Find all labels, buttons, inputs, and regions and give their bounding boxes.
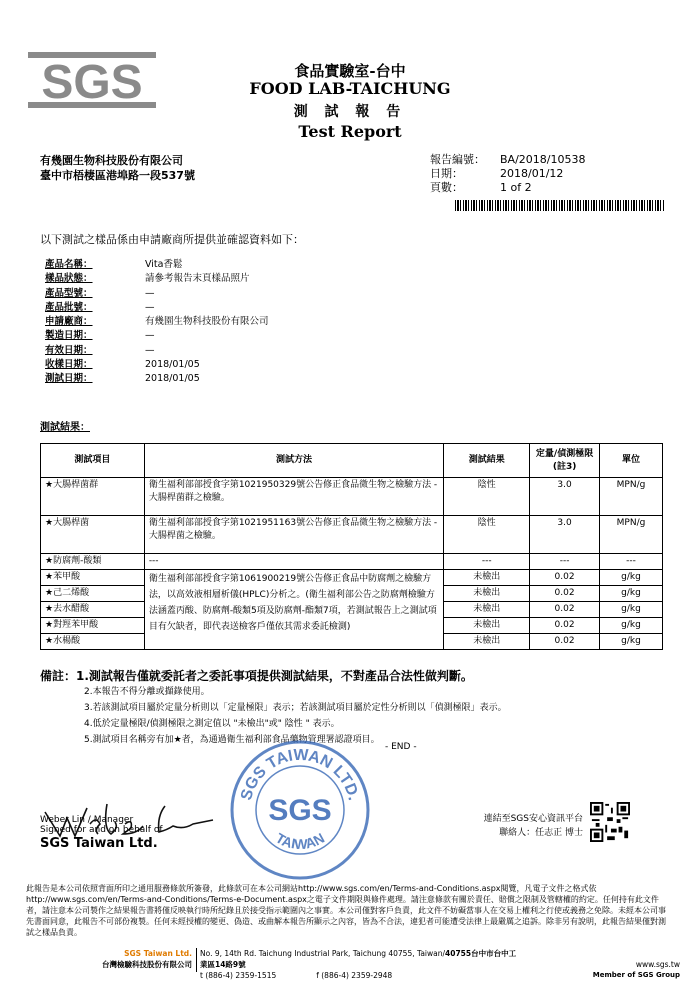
info-value: Vita香鬆 bbox=[145, 259, 183, 270]
cell-item: ★己二烯酸 bbox=[41, 586, 145, 602]
info-key: 產品批號： bbox=[45, 301, 93, 313]
footer-member: Member of SGS Group bbox=[592, 971, 680, 979]
cell-method: 衛生福利部部授食字第1021951163號公告修正食品微生物之檢驗方法 - 大腸桿菌之檢驗。 bbox=[144, 516, 443, 554]
footer-address-zh: 40755台中市台中工業區14路9號 bbox=[200, 949, 517, 969]
logo-text: SGS bbox=[41, 56, 143, 108]
table-row bbox=[41, 478, 663, 516]
info-key: 申請廠商： bbox=[45, 316, 93, 328]
cell-result: 未檢出 bbox=[444, 634, 530, 650]
cell-group-method: 衛生福利部部授食字第1061900219號公告修正食品中防腐劑之檢驗方法，以高效液相層析儀(HPLC)分析之。(衛生福利部公告之防腐劑檢驗方法涵蓋丙酸、防腐劑-酸類5項及防腐劑-酯類7項，若測試報告上之測試項目有欠缺者，即代表送檢客戶僅依其需求委託檢測) bbox=[144, 570, 443, 650]
info-key: 產品型號： bbox=[45, 287, 93, 299]
meta-key: 日期： bbox=[430, 167, 463, 180]
info-row bbox=[45, 301, 269, 315]
cell-item: ★大腸桿菌 bbox=[41, 516, 145, 554]
info-value: 2018/01/05 bbox=[145, 373, 200, 385]
col-header: 測試項目 bbox=[41, 444, 145, 478]
results-heading: 測試結果： bbox=[40, 422, 90, 433]
footer-separator bbox=[196, 948, 197, 972]
signatory bbox=[40, 815, 163, 853]
cell-unit: g/kg bbox=[600, 570, 663, 586]
stamp-center-text: SGS bbox=[268, 794, 332, 827]
report-title-en: Test Report bbox=[298, 122, 402, 141]
signatory-on-behalf: Signed for and on behalf of bbox=[40, 825, 163, 835]
footer-address-en: No. 9, 14th Rd. Taichung Industrial Park, Taichung 40755, Taiwan/ bbox=[200, 949, 446, 958]
notes bbox=[40, 668, 507, 748]
footer-address bbox=[200, 948, 520, 981]
footer-web[interactable]: www.sgs.tw bbox=[635, 960, 680, 969]
cell-item: ★大腸桿菌群 bbox=[41, 478, 145, 516]
meta-value: BA/2018/10538 bbox=[500, 153, 586, 166]
info-key: 有效日期： bbox=[45, 344, 93, 356]
info-value: 2018/01/05 bbox=[145, 359, 200, 371]
cell-limit: 3.0 bbox=[530, 516, 600, 554]
cell-limit: 0.02 bbox=[530, 586, 600, 602]
cell-limit: 0.02 bbox=[530, 602, 600, 618]
info-row bbox=[45, 329, 269, 343]
cell-limit: 0.02 bbox=[530, 570, 600, 586]
signatory-company: SGS Taiwan Ltd. bbox=[40, 836, 158, 851]
note-3: 3.若該測試項目屬於定量分析則以「定量極限」表示；若該測試項目屬於定性分析則以「偵測極限」表示。 bbox=[84, 703, 507, 713]
table-header-row bbox=[41, 444, 663, 478]
cell-item: ★水楊酸 bbox=[41, 634, 145, 650]
sgs-logo bbox=[28, 52, 156, 108]
info-key: 測試日期： bbox=[45, 373, 93, 385]
end-marker: - END - bbox=[385, 742, 417, 752]
info-key: 產品名稱： bbox=[45, 259, 93, 270]
lab-title-zh: 食品實驗室-台中 bbox=[294, 62, 406, 80]
meta-value: 1 of 2 bbox=[500, 181, 532, 194]
cell-result: 未檢出 bbox=[444, 586, 530, 602]
note-1 bbox=[40, 668, 507, 684]
info-value: 有幾園生物科技股份有限公司 bbox=[145, 316, 269, 328]
info-value: 請參考報告末頁樣品照片 bbox=[145, 273, 250, 285]
cell-method: 衛生福利部部授食字第1021950329號公告修正食品微生物之檢驗方法 - 大腸桿菌群之檢驗。 bbox=[144, 478, 443, 516]
stamp-top-text: SGS TAIWAN LTD. bbox=[238, 746, 362, 803]
client-address: 臺中市梧棲區港埠路一段537號 bbox=[40, 169, 195, 182]
col-header: 測試方法 bbox=[144, 444, 443, 478]
table-row bbox=[41, 554, 663, 570]
cell-limit: 3.0 bbox=[530, 478, 600, 516]
qr-line-1: 連結至SGS安心資訊平台 bbox=[483, 814, 583, 824]
client-name: 有幾園生物科技股份有限公司 bbox=[40, 154, 183, 167]
cell-limit: --- bbox=[530, 554, 600, 570]
meta-key: 頁數： bbox=[430, 181, 463, 194]
info-value: — bbox=[145, 287, 155, 299]
cell-result: 陰性 bbox=[444, 478, 530, 516]
disclaimer: 此報告是本公司依照背面所印之通用服務條款所簽發，此條款可在本公司網站http://www.sgs.com/en/Terms-and-Conditions.aspx閱覽，凡電子文件之格式依http://www.sgs.com/en/Terms-and-Conditions/Terms-e-Document.aspx之電子文件期限與條件處理。請注意條款有關於責任、賠償之限制及管轄權的約定。任何持有此文件者，請注意本公司製作之結果報告書將僅反映執行時所紀錄且於接受指示範圍內之事實。本公司僅對客戶負責，此文件不妨礙當事人在交易上權利之行使或義務之免除。未經本公司事先書面同意，此報告不可部份複製。任何未經授權的變更、偽造、或曲解本報告所顯示之內容，皆為不合法，違犯者可能遭受法律上最嚴厲之追訴。除非另有說明，此報告結果僅對測試之樣品負責。 bbox=[26, 884, 666, 937]
svg-text:TAIWAN bbox=[273, 830, 327, 852]
footer-company-en: SGS Taiwan Ltd. bbox=[124, 949, 192, 958]
cell-item: ★苯甲酸 bbox=[41, 570, 145, 586]
cell-result: --- bbox=[444, 554, 530, 570]
cell-result: 未檢出 bbox=[444, 618, 530, 634]
info-key: 樣品狀態： bbox=[45, 273, 93, 285]
cell-item: ★去水醋酸 bbox=[41, 602, 145, 618]
cell-limit: 0.02 bbox=[530, 618, 600, 634]
footer-company bbox=[72, 948, 192, 970]
cell-result: 陰性 bbox=[444, 516, 530, 554]
table-row bbox=[41, 516, 663, 554]
info-row bbox=[45, 258, 269, 272]
info-row bbox=[45, 372, 269, 386]
report-meta bbox=[430, 153, 585, 195]
cell-item: ★對羥苯甲酸 bbox=[41, 618, 145, 634]
footer-fax: f (886-4) 2359-2948 bbox=[316, 971, 393, 980]
info-row bbox=[45, 272, 269, 286]
qr-line-2: 聯絡人：任志正 博士 bbox=[499, 828, 583, 838]
signatory-name: Weber Lin / Manager bbox=[40, 815, 134, 825]
cell-unit: g/kg bbox=[600, 634, 663, 650]
meta-row-number bbox=[430, 153, 585, 167]
note-5: 5.測試項目名稱旁有加★者，為通過衛生福利部食品藥物管理署認證項目。 bbox=[84, 735, 380, 745]
footer-address-line bbox=[200, 948, 520, 970]
report-title-zh: 測 試 報 告 bbox=[293, 104, 407, 120]
info-value: — bbox=[145, 330, 155, 342]
note-2: 2.本報告不得分離或擷錄使用。 bbox=[84, 687, 210, 697]
footer-company-zh: 台灣檢驗科技股份有限公司 bbox=[102, 960, 192, 969]
info-key: 收樣日期： bbox=[45, 359, 93, 371]
meta-value: 2018/01/12 bbox=[500, 167, 564, 180]
cell-result: 未檢出 bbox=[444, 570, 530, 586]
qr-code[interactable] bbox=[590, 802, 630, 842]
cell-unit: MPN/g bbox=[600, 516, 663, 554]
col-header: 單位 bbox=[600, 444, 663, 478]
cell-unit: g/kg bbox=[600, 618, 663, 634]
info-row bbox=[45, 358, 269, 372]
col-header: 定量/偵測極限(註3) bbox=[530, 444, 600, 478]
info-value: — bbox=[145, 301, 155, 313]
info-row bbox=[45, 287, 269, 301]
footer-contact-line bbox=[200, 970, 520, 981]
info-key: 製造日期： bbox=[45, 330, 93, 342]
cell-unit: g/kg bbox=[600, 586, 663, 602]
meta-row-date bbox=[430, 167, 585, 181]
info-row bbox=[45, 344, 269, 358]
cell-limit: 0.02 bbox=[530, 634, 600, 650]
lab-title-en: FOOD LAB-TAICHUNG bbox=[249, 79, 451, 98]
barcode bbox=[455, 200, 665, 211]
cell-result: 未檢出 bbox=[444, 602, 530, 618]
note-4: 4.低於定量極限/偵測極限之測定值以 "未檢出"或" 陰性 " 表示。 bbox=[84, 719, 340, 729]
footer-tel: t (886-4) 2359-1515 bbox=[200, 971, 277, 980]
cell-method: --- bbox=[144, 554, 443, 570]
meta-key: 報告編號： bbox=[430, 153, 485, 166]
cell-unit: --- bbox=[600, 554, 663, 570]
notes-label: 備註： bbox=[40, 669, 77, 683]
col-header: 測試結果 bbox=[444, 444, 530, 478]
table-row bbox=[41, 570, 663, 586]
cell-unit: MPN/g bbox=[600, 478, 663, 516]
info-value: — bbox=[145, 344, 155, 356]
intro-text: 以下測試之樣品係由申請廠商所提供並確認資料如下： bbox=[40, 233, 304, 246]
meta-row-pages bbox=[430, 181, 585, 195]
sample-info bbox=[45, 258, 269, 387]
qr-caption bbox=[455, 812, 583, 840]
cell-item: ★防腐劑-酸類 bbox=[41, 554, 145, 570]
stamp-bottom-text: TAIWAN bbox=[272, 829, 328, 852]
cell-unit: g/kg bbox=[600, 602, 663, 618]
results-table bbox=[40, 443, 663, 650]
info-row bbox=[45, 315, 269, 329]
note-text: 1.測試報告僅就委託者之委託事項提供測試結果，不對產品合法性做判斷。 bbox=[76, 669, 473, 683]
sgs-stamp bbox=[228, 738, 372, 882]
footer-right bbox=[520, 948, 680, 981]
